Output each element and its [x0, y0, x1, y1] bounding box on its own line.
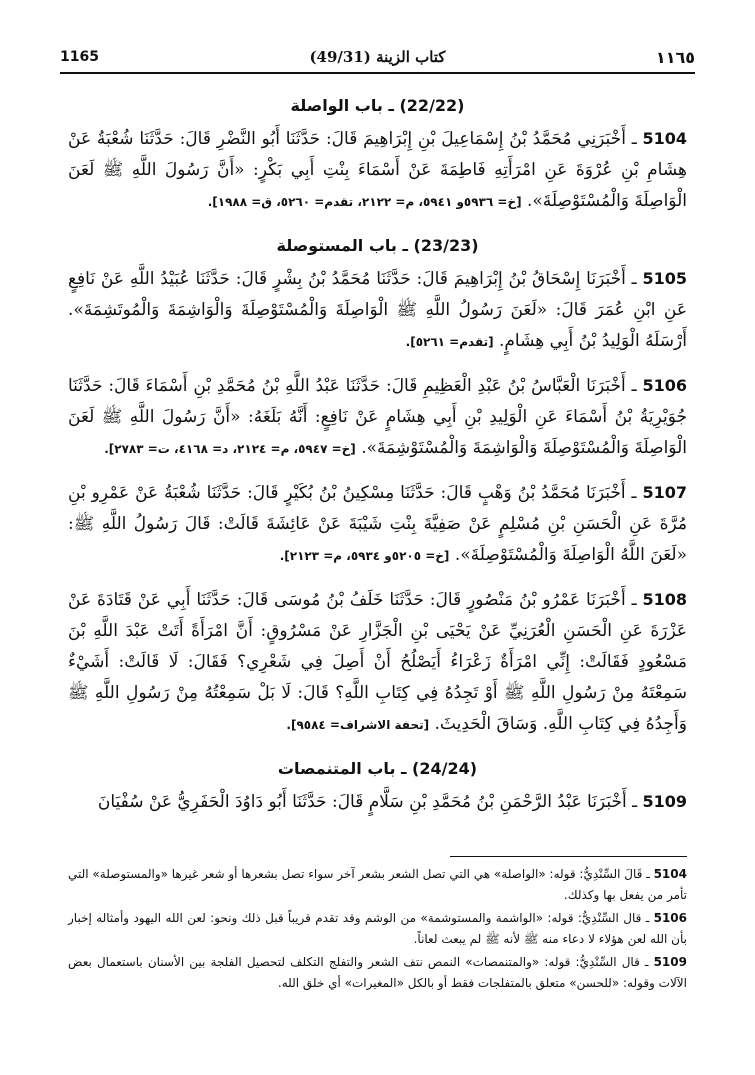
- footnote-5109: [68, 952, 687, 994]
- hadith-5108: [68, 584, 687, 741]
- hadith-5109: [68, 786, 687, 818]
- footnote-text: ـ قال السِّنْدِيُّ: قوله: «والمتنمصات» النمص نتف الشعر والتفلج التكلف لتحصيل الفلجة بين الأسنان باستعمال بعض الآلات وقوله: «للحسن» متعلق بالمتفلجات فقط أو بالكل «المغيرات» أي خلق الله.: [68, 955, 687, 990]
- footnote-text: ـ قال السِّنْدِيُّ: قوله: «الواشمة والمستوشمة» من الوشم وقد تقدم قريباً قبل ذلك ونحو: لعن الله اليهود وأمثاله إخبار بأن الله لعن هؤلاء لا دعاء منه ﷺ لأنه ﷺ لم يبعث لعاناً.: [68, 911, 687, 946]
- main-text: [68, 86, 687, 830]
- hadith-text: ـ أَخْبَرَنَا مُحَمَّدُ بْنُ وَهْبٍ قَالَ: حَدَّثَنَا مِسْكِينُ بْنُ بُكَيْرٍ قَالَ: حَدَّثَنَا شُعْبَةُ عَنْ عَمْرِو بْنِ مُرَّةَ عَنِ الْحَسَنِ بْنِ مُسْلِمٍ عَنْ صَفِيَّةَ بِنْتِ شَيْبَةَ عَنْ عَائِشَةَ قَالَتْ: قَالَ رَسُولُ اللَّهِ ﷺ: «لَعَنَ اللَّهُ الْوَاصِلَةَ وَالْمُسْتَوْصِلَةَ».: [68, 483, 687, 565]
- hadith-text: ـ أَخْبَرَنِي مُحَمَّدُ بْنُ إِسْمَاعِيلَ بْنِ إِبْرَاهِيمَ قَالَ: حَدَّثَنَا أَبُو النَّضْرِ قَالَ: حَدَّثَنَا شُعْبَةُ عَنْ هِشَامِ بْنِ عُرْوَةَ عَنِ امْرَأَتِهِ فَاطِمَةَ عَنْ أَسْمَاءَ بِنْتِ أَبِي بَكْرٍ: «أَنَّ رَسُولَ اللَّهِ ﷺ لَعَنَ الْوَاصِلَةَ وَالْمُسْتَوْصِلَةَ».: [68, 129, 687, 211]
- page-number-arabic: ١١٦٥: [655, 47, 695, 67]
- chapter-heading: (22/22) ـ باب الواصلة: [290, 96, 465, 115]
- header-rule: [60, 72, 695, 74]
- running-header: [60, 44, 695, 70]
- footnote-5106: [68, 908, 687, 950]
- hadith-number: 5105: [642, 269, 687, 288]
- hadith-5107: [68, 477, 687, 572]
- hadith-number: 5104: [642, 129, 687, 148]
- footnote-number: 5106: [653, 911, 687, 925]
- book-title: كتاب الزينة (49/31): [309, 48, 446, 66]
- footnote-5104: [68, 864, 687, 906]
- page-number-latin: 1165: [60, 49, 99, 65]
- footnote-number: 5109: [653, 955, 687, 969]
- hadith-text: ـ أَخْبَرَنَا عَمْرُو بْنُ مَنْصُورٍ قَالَ: حَدَّثَنَا خَلَفُ بْنُ مُوسَى قَالَ: حَدَّثَنَا أَبِي عَنْ قَتَادَةَ عَنْ عَزْرَةَ عَنِ الْحَسَنِ الْعُرَنِيِّ عَنْ يَحْيَى بْنِ الْجَزَّارِ عَنْ مَسْرُوقٍ: أَنَّ امْرَأَةً أَتَتْ عَبْدَ اللَّهِ بْنَ مَسْعُودٍ فَقَالَتْ: إِنِّي امْرَأَةٌ زَعْرَاءُ أَيَصْلُحُ أَنْ أَصِلَ فِي شَعْرِي؟ فَقَالَ: لَا قَالَتْ: أَشَيْءٌ سَمِعْتَهُ مِنْ رَسُولِ اللَّهِ ﷺ أَوْ تَجِدُهُ فِي كِتَابِ اللَّهِ؟ قَالَ: لَا بَلْ سَمِعْتُهُ مِنْ رَسُولِ اللَّهِ ﷺ وَأَجِدُهُ فِي كِتَابِ اللَّهِ. وَسَاقَ الْحَدِيثَ.: [68, 590, 687, 734]
- hadith-text: ـ أَخْبَرَنَا الْعَبَّاسُ بْنُ عَبْدِ الْعَظِيمِ قَالَ: حَدَّثَنَا عَبْدُ اللَّهِ بْنُ مُحَمَّدِ بْنِ أَسْمَاءَ قَالَ: حَدَّثَنَا جُوَيْرِيَةُ بْنُ أَسْمَاءَ عَنِ الْوَلِيدِ بْنِ أَبِي هِشَامٍ عَنْ نَافِعٍ: أَنَّهُ بَلَغَهُ: «أَنَّ رَسُولَ اللَّهِ ﷺ لَعَنَ الْوَاصِلَةَ وَالْمُسْتَوْصِلَةَ وَالْوَاشِمَةَ وَالْمُسْتَوْشِمَةَ».: [68, 376, 687, 458]
- hadith-number: 5106: [642, 376, 688, 395]
- footnote-text: ـ قَالَ السِّنْدِيُّ: قوله: «الواصلة» هي التي تصل الشعر بشعر آخر سواء تصل بشعرها أو شعر غيرها «والمستوصلة» التي تأمر من يفعل بها وكذلك.: [68, 867, 687, 902]
- footnote-rule: [450, 856, 687, 857]
- hadith-number: 5109: [642, 792, 687, 811]
- footnotes: [68, 864, 687, 996]
- hadith-5105: [68, 263, 687, 358]
- hadith-citation: [خ= ٥٢٠٥و ٥٩٣٤، م= ٢١٢٣].: [279, 549, 450, 563]
- hadith-5104: [68, 123, 687, 218]
- hadith-number: 5107: [642, 483, 687, 502]
- hadith-citation: [تحفة الاشراف= ٩٥٨٤].: [286, 718, 430, 732]
- hadith-citation: [خ= ٥٩٤٧، م= ٢١٢٤، د= ٤١٦٨، ت= ٢٧٨٣].: [104, 442, 356, 456]
- hadith-text: ـ أَخْبَرَنَا إِسْحَاقُ بْنُ إِبْرَاهِيمَ قَالَ: حَدَّثَنَا مُحَمَّدُ بْنُ بِشْرٍ قَالَ: حَدَّثَنَا عُبَيْدُ اللَّهِ عَنْ نَافِعٍ عَنِ ابْنِ عُمَرَ قَالَ: «لَعَنَ رَسُولُ اللَّهِ ﷺ الْوَاصِلَةَ وَالْمُسْتَوْصِلَةَ وَالْوَاشِمَةَ وَالْمُوتَشِمَةَ». أَرْسَلَهُ الْوَلِيدُ بْنُ أَبِي هِشَامٍ.: [68, 269, 687, 351]
- chapter-heading: (23/23) ـ باب المستوصلة: [276, 236, 479, 255]
- hadith-citation: [تقدم= ٥٢٦١].: [405, 335, 494, 349]
- hadith-5106: [68, 370, 687, 465]
- hadith-citation: [خ= ٥٩٣٦و ٥٩٤١، م= ٢١٢٢، تقدم= ٥٢٦٠، ق= ١٩٨٨].: [207, 195, 522, 209]
- hadith-number: 5108: [642, 590, 687, 609]
- chapter-heading: (24/24) ـ باب المتنمصات: [277, 759, 478, 778]
- footnote-number: 5104: [653, 867, 687, 881]
- hadith-text: ـ أَخْبَرَنَا عَبْدُ الرَّحْمَنِ بْنُ مُحَمَّدِ بْنِ سَلَّامٍ قَالَ: حَدَّثَنَا أَبُو دَاوُدَ الْحَفَرِيُّ عَنْ سُفْيَانَ: [97, 792, 638, 812]
